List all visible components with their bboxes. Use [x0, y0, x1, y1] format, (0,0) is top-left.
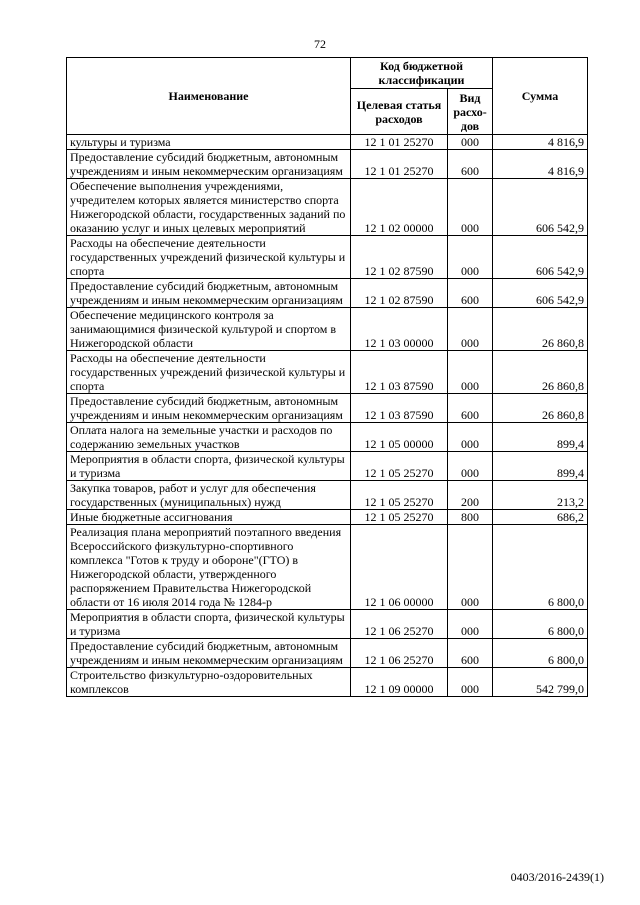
row-code-cell: 12 1 03 87590 — [351, 351, 448, 394]
budget-table — [66, 57, 588, 697]
row-code-cell: 12 1 09 00000 — [351, 668, 448, 697]
row-code-cell: 12 1 06 25270 — [351, 639, 448, 668]
row-type-cell: 000 — [448, 308, 493, 351]
row-code-cell: 12 1 06 00000 — [351, 525, 448, 610]
row-sum-cell: 26 860,8 — [493, 351, 588, 394]
row-name-cell: Предоставление субсидий бюджетным, автономным учреждениям и иным некоммерческим организациям — [67, 394, 351, 423]
row-sum-cell: 26 860,8 — [493, 308, 588, 351]
table-row — [67, 236, 588, 279]
row-sum-cell: 26 860,8 — [493, 394, 588, 423]
table-row — [67, 351, 588, 394]
row-type-cell: 600 — [448, 150, 493, 179]
row-name-cell: Реализация плана мероприятий поэтапного введения Всероссийского физкультурно-спортивного комплекса "Готов к труду и обороне"(ГТО) в Нижегородской области, утвержденного распоряжением Правительства Нижегородской области от 16 июля 2014 года № 1284-р — [67, 525, 351, 610]
row-type-cell: 600 — [448, 279, 493, 308]
row-sum-cell: 6 800,0 — [493, 610, 588, 639]
row-name-cell: Строительство физкультурно-оздоровительных комплексов — [67, 668, 351, 697]
table-row — [67, 525, 588, 610]
header-classification: Код бюджетной классификации — [351, 58, 493, 89]
table-row — [67, 135, 588, 150]
table-row — [67, 452, 588, 481]
row-code-cell: 12 1 05 00000 — [351, 423, 448, 452]
row-sum-cell: 213,2 — [493, 481, 588, 510]
table-row — [67, 481, 588, 510]
row-sum-cell: 686,2 — [493, 510, 588, 525]
row-type-cell: 000 — [448, 668, 493, 697]
row-sum-cell: 4 816,9 — [493, 150, 588, 179]
table-row — [67, 510, 588, 525]
row-code-cell: 12 1 03 00000 — [351, 308, 448, 351]
row-sum-cell: 6 800,0 — [493, 639, 588, 668]
row-name-cell: Иные бюджетные ассигнования — [67, 510, 351, 525]
row-name-cell: Расходы на обеспечение деятельности государственных учреждений физической культуры и спорта — [67, 351, 351, 394]
row-name-cell: Оплата налога на земельные участки и расходов по содержанию земельных участков — [67, 423, 351, 452]
row-code-cell: 12 1 05 25270 — [351, 481, 448, 510]
row-name-cell: Мероприятия в области спорта, физической культуры и туризма — [67, 610, 351, 639]
table-row — [67, 394, 588, 423]
row-sum-cell: 4 816,9 — [493, 135, 588, 150]
row-name-cell: Предоставление субсидий бюджетным, автономным учреждениям и иным некоммерческим организациям — [67, 639, 351, 668]
row-code-cell: 12 1 05 25270 — [351, 510, 448, 525]
row-name-cell: Предоставление субсидий бюджетным, автономным учреждениям и иным некоммерческим организациям — [67, 150, 351, 179]
row-name-cell: Закупка товаров, работ и услуг для обеспечения государственных (муниципальных) нужд — [67, 481, 351, 510]
table-row — [67, 179, 588, 236]
row-code-cell: 12 1 01 25270 — [351, 150, 448, 179]
page-number: 72 — [314, 37, 326, 51]
header-target-article: Целевая статья расходов — [351, 89, 448, 135]
row-type-cell: 200 — [448, 481, 493, 510]
row-type-cell: 000 — [448, 452, 493, 481]
row-code-cell: 12 1 03 87590 — [351, 394, 448, 423]
row-name-cell: Расходы на обеспечение деятельности государственных учреждений физической культуры и спорта — [67, 236, 351, 279]
row-type-cell: 600 — [448, 639, 493, 668]
row-code-cell: 12 1 06 25270 — [351, 610, 448, 639]
row-sum-cell: 542 799,0 — [493, 668, 588, 697]
document-code: 0403/2016-2439(1) — [510, 870, 604, 884]
header-expense-type: Вид расхо-дов — [448, 89, 493, 135]
row-sum-cell: 6 800,0 — [493, 525, 588, 610]
row-type-cell: 800 — [448, 510, 493, 525]
table-row — [67, 639, 588, 668]
row-name-cell: Обеспечение выполнения учреждениями, учредителем которых является министерство спорта Нижегородской области, государственных заданий по оказанию услуг и иных целевых мероприятий — [67, 179, 351, 236]
row-code-cell: 12 1 02 00000 — [351, 179, 448, 236]
row-sum-cell: 899,4 — [493, 423, 588, 452]
row-type-cell: 000 — [448, 525, 493, 610]
row-type-cell: 000 — [448, 236, 493, 279]
row-sum-cell: 606 542,9 — [493, 279, 588, 308]
table-row — [67, 423, 588, 452]
table-row — [67, 610, 588, 639]
row-type-cell: 000 — [448, 610, 493, 639]
row-type-cell: 000 — [448, 423, 493, 452]
row-name-cell: Обеспечение медицинского контроля за занимающимися физической культурой и спортом в Нижегородской области — [67, 308, 351, 351]
row-type-cell: 000 — [448, 179, 493, 236]
table-row — [67, 668, 588, 697]
table-row — [67, 279, 588, 308]
row-code-cell: 12 1 01 25270 — [351, 135, 448, 150]
row-sum-cell: 606 542,9 — [493, 236, 588, 279]
table-body — [67, 135, 588, 697]
header-name: Наименование — [67, 58, 351, 135]
row-name-cell: Предоставление субсидий бюджетным, автономным учреждениям и иным некоммерческим организациям — [67, 279, 351, 308]
header-sum: Сумма — [493, 58, 588, 135]
row-name-cell: культуры и туризма — [67, 135, 351, 150]
row-type-cell: 000 — [448, 135, 493, 150]
row-code-cell: 12 1 02 87590 — [351, 236, 448, 279]
table-row — [67, 308, 588, 351]
row-sum-cell: 899,4 — [493, 452, 588, 481]
row-type-cell: 000 — [448, 351, 493, 394]
row-code-cell: 12 1 02 87590 — [351, 279, 448, 308]
row-code-cell: 12 1 05 25270 — [351, 452, 448, 481]
table-row — [67, 150, 588, 179]
row-sum-cell: 606 542,9 — [493, 179, 588, 236]
row-name-cell: Мероприятия в области спорта, физической культуры и туризма — [67, 452, 351, 481]
row-type-cell: 600 — [448, 394, 493, 423]
